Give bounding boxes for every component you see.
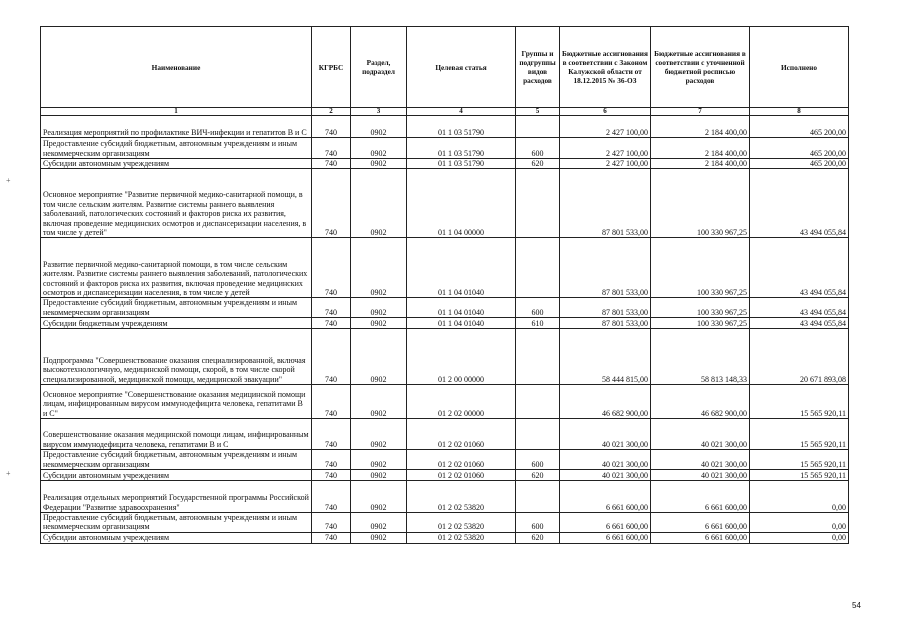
table-row	[41, 470, 849, 481]
table-row	[41, 532, 849, 543]
row-target-article: 01 1 04 01040	[407, 298, 516, 318]
row-kgrbs: 740	[312, 159, 351, 169]
margin-mark: +	[6, 469, 11, 478]
row-target-article: 01 1 03 51790	[407, 159, 516, 169]
row-executed: 465 200,00	[750, 138, 849, 159]
row-target-article: 01 2 02 01060	[407, 419, 516, 450]
row-allocation-law: 46 682 900,00	[560, 385, 651, 419]
row-section: 0902	[351, 318, 407, 329]
row-target-article: 01 1 03 51790	[407, 138, 516, 159]
row-allocation-law: 87 801 533,00	[560, 169, 651, 238]
row-allocation-refined: 2 184 400,00	[651, 116, 750, 138]
row-expense-group	[516, 116, 560, 138]
row-expense-group: 620	[516, 159, 560, 169]
row-name: Субсидии бюджетным учреждениям	[41, 318, 312, 329]
row-section: 0902	[351, 385, 407, 419]
row-target-article: 01 2 02 01060	[407, 450, 516, 470]
row-allocation-refined: 40 021 300,00	[651, 450, 750, 470]
budget-table-sheet	[40, 26, 848, 544]
row-name: Подпрограмма "Совершенствование оказания специализированной, включая высокотехнологичную, медицинской помощи, скорой, в том числе скорой специализированной, медицинской помощи, медицинской эвакуации"	[41, 329, 312, 385]
row-expense-group	[516, 169, 560, 238]
row-executed: 465 200,00	[750, 116, 849, 138]
row-section: 0902	[351, 513, 407, 533]
margin-mark: +	[6, 176, 11, 185]
col-number: 6	[560, 108, 651, 116]
row-executed: 15 565 920,11	[750, 450, 849, 470]
row-kgrbs: 740	[312, 513, 351, 533]
page-number: 54	[852, 601, 861, 610]
row-target-article: 01 2 02 53820	[407, 513, 516, 533]
header-section: Раздел, подраздел	[351, 27, 407, 108]
row-executed: 15 565 920,11	[750, 419, 849, 450]
row-target-article: 01 1 03 51790	[407, 116, 516, 138]
row-kgrbs: 740	[312, 298, 351, 318]
row-allocation-law: 40 021 300,00	[560, 419, 651, 450]
header-allocations-law: Бюджетные ассигнования в соответствии с Законом Калужской области от 18.12.2015 № 36-ОЗ	[560, 27, 651, 108]
table-row	[41, 138, 849, 159]
col-number: 1	[41, 108, 312, 116]
table-row	[41, 329, 849, 385]
row-allocation-refined: 58 813 148,33	[651, 329, 750, 385]
table-row	[41, 481, 849, 513]
row-target-article: 01 2 02 01060	[407, 470, 516, 481]
row-expense-group	[516, 385, 560, 419]
row-name: Основное мероприятие "Развитие первичной медико-санитарной помощи, в том числе сельским жителям. Развитие системы раннего выявления заболеваний, патологических состояний и факторов риска их развития, включая проведение медицинских осмотров и диспансеризации населения, в том числе у детей"	[41, 169, 312, 238]
table-row	[41, 318, 849, 329]
row-executed: 43 494 055,84	[750, 318, 849, 329]
row-allocation-law: 6 661 600,00	[560, 513, 651, 533]
table-row	[41, 298, 849, 318]
row-expense-group: 600	[516, 513, 560, 533]
row-name: Основное мероприятие "Совершенствование оказания медицинской помощи лицам, инфицированным вирусом иммунодефицита человека, гепатитами В и С"	[41, 385, 312, 419]
row-kgrbs: 740	[312, 116, 351, 138]
row-executed: 15 565 920,11	[750, 385, 849, 419]
row-executed: 43 494 055,84	[750, 298, 849, 318]
row-kgrbs: 740	[312, 238, 351, 298]
row-section: 0902	[351, 138, 407, 159]
row-allocation-refined: 100 330 967,25	[651, 318, 750, 329]
row-expense-group	[516, 419, 560, 450]
row-expense-group: 600	[516, 450, 560, 470]
row-allocation-law: 58 444 815,00	[560, 329, 651, 385]
table-row	[41, 385, 849, 419]
row-allocation-law: 6 661 600,00	[560, 532, 651, 543]
row-allocation-law: 2 427 100,00	[560, 159, 651, 169]
column-number-row	[41, 108, 849, 116]
row-allocation-refined: 6 661 600,00	[651, 532, 750, 543]
col-number: 5	[516, 108, 560, 116]
table-row	[41, 419, 849, 450]
row-allocation-law: 2 427 100,00	[560, 138, 651, 159]
row-name: Субсидии автономным учреждениям	[41, 470, 312, 481]
col-number: 7	[651, 108, 750, 116]
row-allocation-refined: 40 021 300,00	[651, 470, 750, 481]
row-kgrbs: 740	[312, 532, 351, 543]
row-name: Предоставление субсидий бюджетным, автономным учреждениям и иным некоммерческим организациям	[41, 450, 312, 470]
row-name: Развитие первичной медико-санитарной помощи, в том числе сельским жителям. Развитие системы раннего выявления заболеваний, патологических состояний и факторов риска их развития, включая проведение медицинских осмотров и диспансеризации населения, в том числе у детей	[41, 238, 312, 298]
table-header-row	[41, 27, 849, 108]
row-section: 0902	[351, 532, 407, 543]
row-allocation-law: 2 427 100,00	[560, 116, 651, 138]
header-executed: Исполнено	[750, 27, 849, 108]
row-allocation-law: 40 021 300,00	[560, 470, 651, 481]
row-executed: 0,00	[750, 513, 849, 533]
row-section: 0902	[351, 481, 407, 513]
table-row	[41, 116, 849, 138]
row-section: 0902	[351, 450, 407, 470]
row-kgrbs: 740	[312, 169, 351, 238]
row-name: Реализация мероприятий по профилактике ВИЧ-инфекции и гепатитов В и С	[41, 116, 312, 138]
row-section: 0902	[351, 470, 407, 481]
row-name: Предоставление субсидий бюджетным, автономным учреждениям и иным некоммерческим организациям	[41, 513, 312, 533]
row-kgrbs: 740	[312, 385, 351, 419]
row-target-article: 01 1 04 00000	[407, 169, 516, 238]
row-executed: 0,00	[750, 532, 849, 543]
table-row	[41, 450, 849, 470]
row-section: 0902	[351, 329, 407, 385]
row-allocation-refined: 100 330 967,25	[651, 238, 750, 298]
row-name: Предоставление субсидий бюджетным, автономным учреждениям и иным некоммерческим организациям	[41, 298, 312, 318]
row-name: Реализация отдельных мероприятий Государственной программы Российской Федерации "Развитие здравоохранения"	[41, 481, 312, 513]
row-allocation-refined: 6 661 600,00	[651, 513, 750, 533]
row-allocation-refined: 100 330 967,25	[651, 298, 750, 318]
row-section: 0902	[351, 116, 407, 138]
row-kgrbs: 740	[312, 318, 351, 329]
row-allocation-law: 87 801 533,00	[560, 238, 651, 298]
header-kgrbs: КГРБС	[312, 27, 351, 108]
row-name: Субсидии автономным учреждениям	[41, 532, 312, 543]
row-section: 0902	[351, 419, 407, 450]
row-expense-group	[516, 329, 560, 385]
row-section: 0902	[351, 238, 407, 298]
row-allocation-law: 6 661 600,00	[560, 481, 651, 513]
row-allocation-law: 87 801 533,00	[560, 298, 651, 318]
row-allocation-refined: 46 682 900,00	[651, 385, 750, 419]
row-expense-group: 600	[516, 138, 560, 159]
row-target-article: 01 2 02 53820	[407, 532, 516, 543]
row-executed: 0,00	[750, 481, 849, 513]
row-name: Совершенствование оказания медицинской помощи лицам, инфицированным вирусом иммунодефицита человека, гепатитами В и С	[41, 419, 312, 450]
row-kgrbs: 740	[312, 138, 351, 159]
row-name: Предоставление субсидий бюджетным, автономным учреждениям и иным некоммерческим организациям	[41, 138, 312, 159]
row-expense-group	[516, 238, 560, 298]
row-expense-group: 620	[516, 470, 560, 481]
header-allocations-refined: Бюджетные ассигнования в соответствии с уточненной бюджетной росписью расходов	[651, 27, 750, 108]
table-row	[41, 169, 849, 238]
row-target-article: 01 2 02 53820	[407, 481, 516, 513]
table-row	[41, 238, 849, 298]
row-executed: 43 494 055,84	[750, 169, 849, 238]
col-number: 8	[750, 108, 849, 116]
col-number: 4	[407, 108, 516, 116]
table-row	[41, 513, 849, 533]
header-expense-groups: Группы и подгруппы видов расходов	[516, 27, 560, 108]
row-allocation-law: 87 801 533,00	[560, 318, 651, 329]
row-target-article: 01 2 02 00000	[407, 385, 516, 419]
budget-table	[40, 26, 849, 544]
row-allocation-refined: 2 184 400,00	[651, 159, 750, 169]
row-allocation-refined: 6 661 600,00	[651, 481, 750, 513]
row-kgrbs: 740	[312, 481, 351, 513]
row-section: 0902	[351, 159, 407, 169]
row-section: 0902	[351, 169, 407, 238]
row-target-article: 01 1 04 01040	[407, 238, 516, 298]
row-name: Субсидии автономным учреждениям	[41, 159, 312, 169]
row-kgrbs: 740	[312, 419, 351, 450]
row-executed: 15 565 920,11	[750, 470, 849, 481]
row-executed: 20 671 893,08	[750, 329, 849, 385]
row-target-article: 01 1 04 01040	[407, 318, 516, 329]
row-allocation-law: 40 021 300,00	[560, 450, 651, 470]
col-number: 3	[351, 108, 407, 116]
row-kgrbs: 740	[312, 450, 351, 470]
row-executed: 43 494 055,84	[750, 238, 849, 298]
header-name: Наименование	[41, 27, 312, 108]
row-kgrbs: 740	[312, 470, 351, 481]
row-allocation-refined: 40 021 300,00	[651, 419, 750, 450]
row-allocation-refined: 2 184 400,00	[651, 138, 750, 159]
row-expense-group	[516, 481, 560, 513]
row-executed: 465 200,00	[750, 159, 849, 169]
row-allocation-refined: 100 330 967,25	[651, 169, 750, 238]
row-expense-group: 610	[516, 318, 560, 329]
row-expense-group: 600	[516, 298, 560, 318]
row-section: 0902	[351, 298, 407, 318]
row-target-article: 01 2 00 00000	[407, 329, 516, 385]
row-kgrbs: 740	[312, 329, 351, 385]
row-expense-group: 620	[516, 532, 560, 543]
header-target-article: Целевая статья	[407, 27, 516, 108]
table-row	[41, 159, 849, 169]
col-number: 2	[312, 108, 351, 116]
